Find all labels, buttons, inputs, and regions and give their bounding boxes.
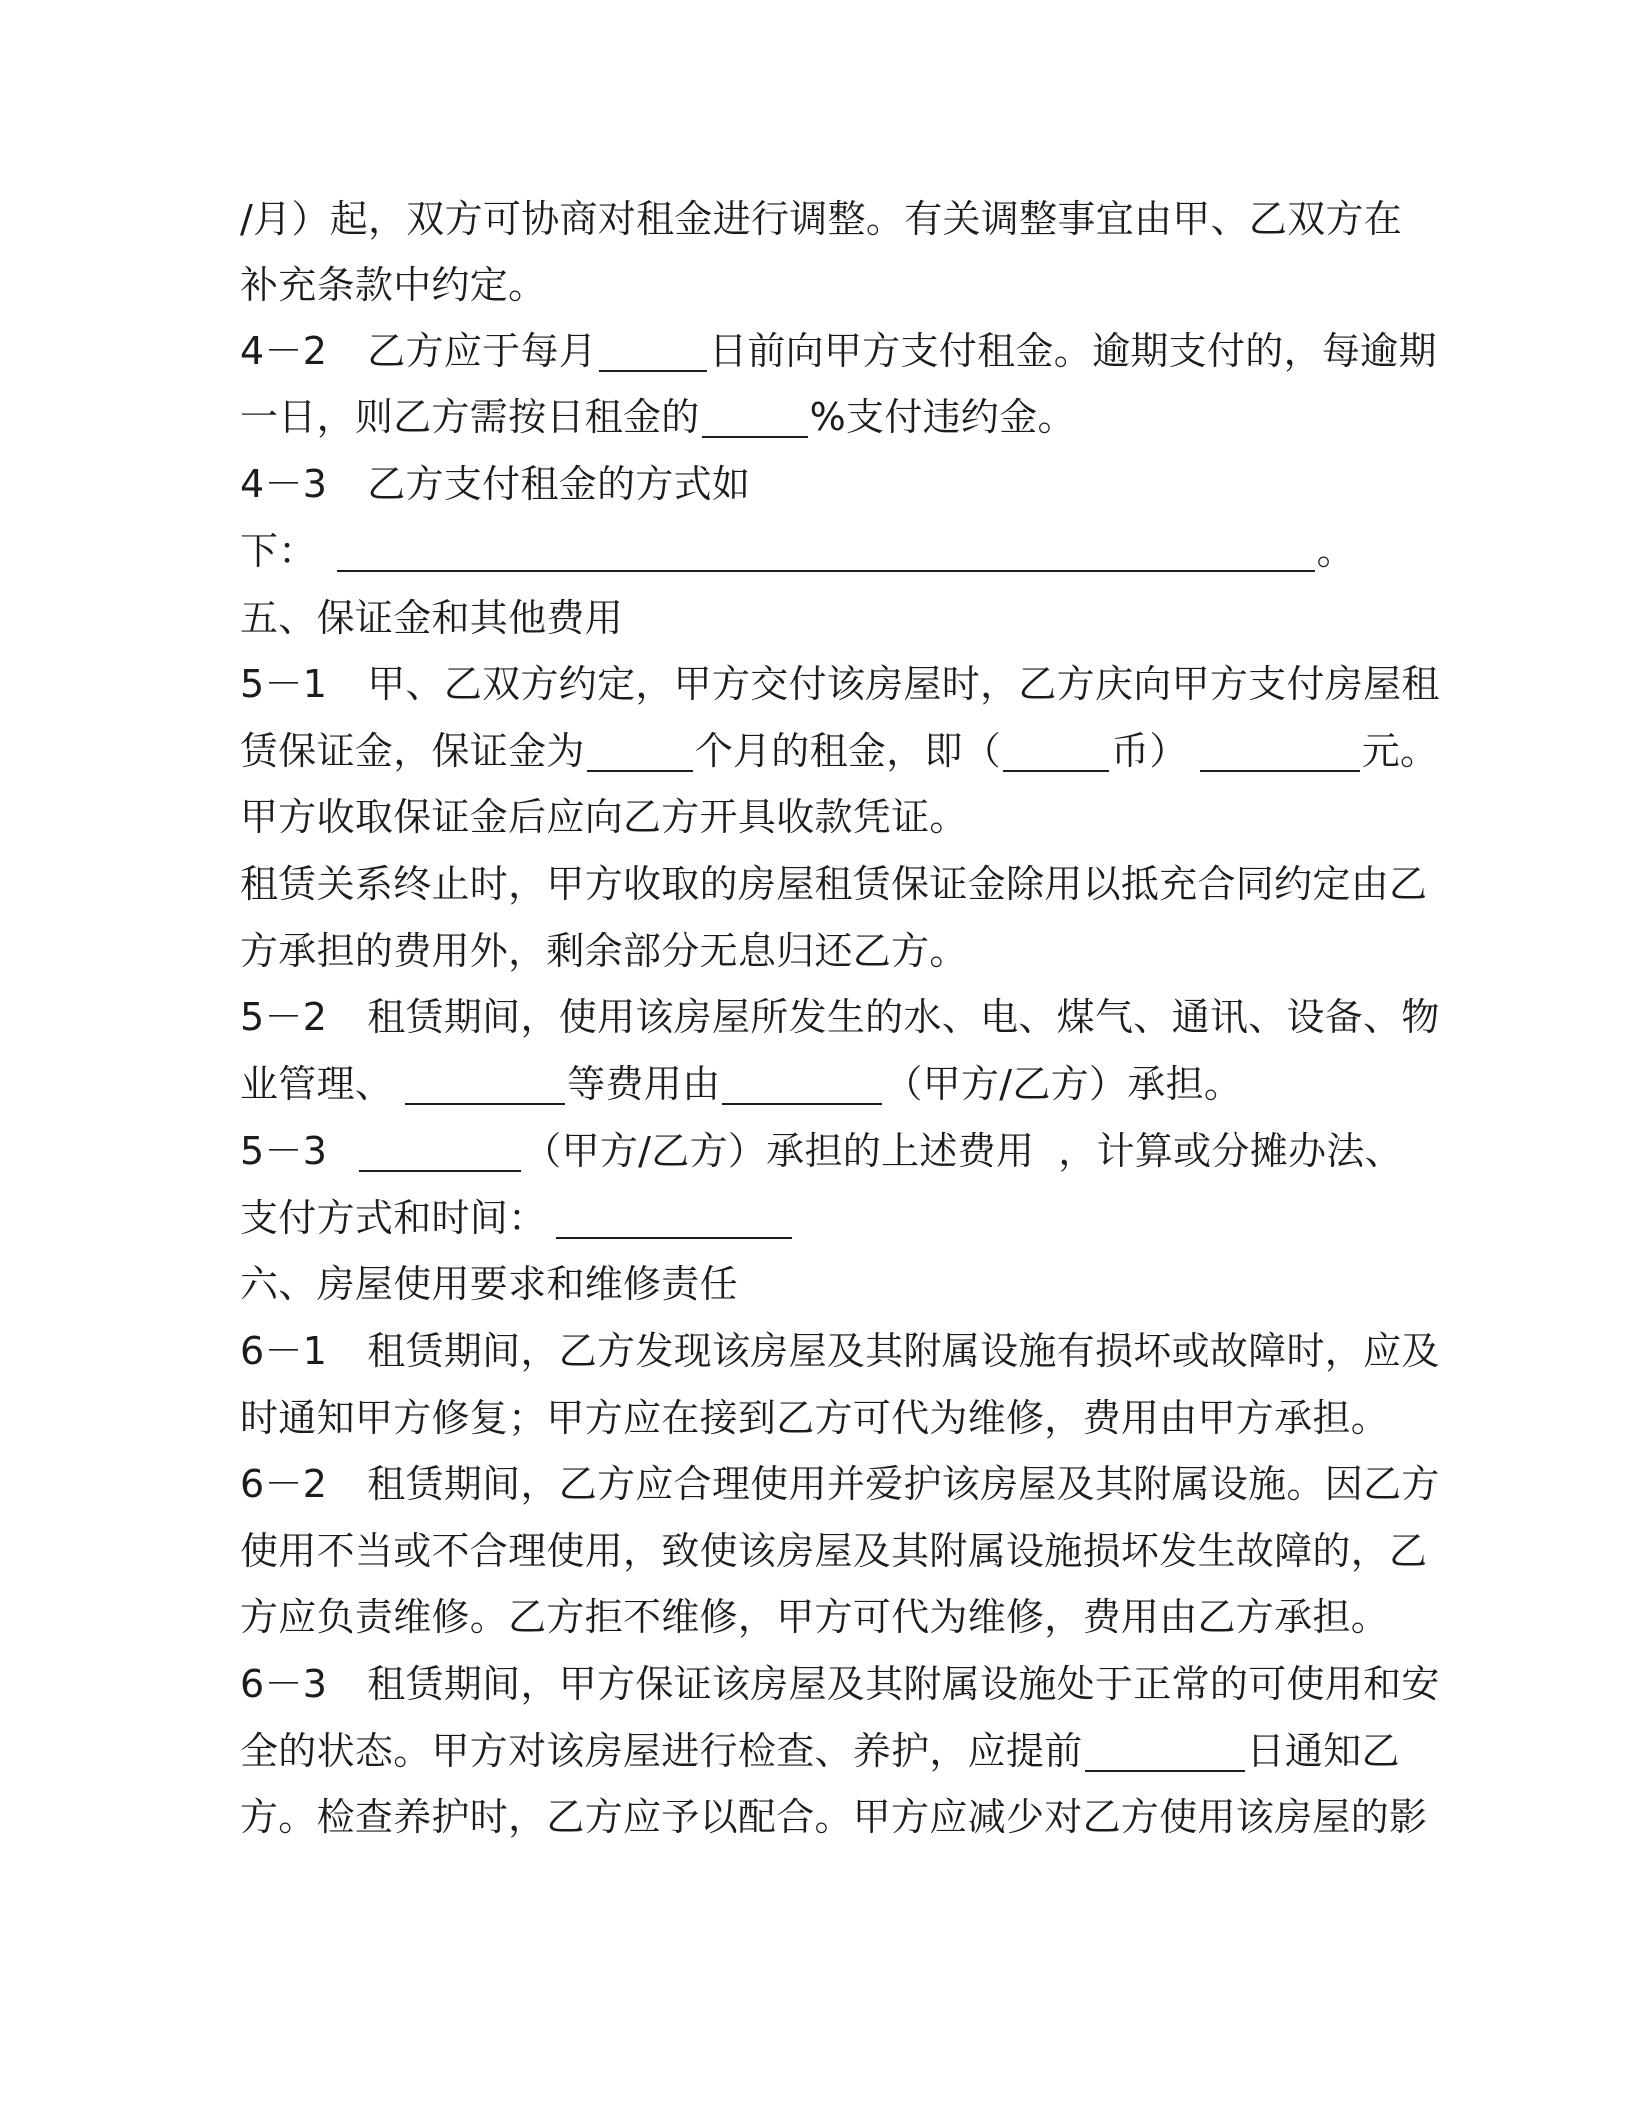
fill-blank-notice-days[interactable] xyxy=(1085,1730,1245,1772)
clause-number: 5－3 xyxy=(240,1129,328,1173)
section-heading-5 xyxy=(240,592,623,644)
text-segment: 方承担的费用外，剩余部分无息归还乙方。 xyxy=(240,929,968,973)
text-line xyxy=(240,1192,794,1244)
text-segment: 乙方支付租金的方式如 xyxy=(367,462,751,506)
text-segment: %支付违约金。 xyxy=(809,395,1076,439)
text-line xyxy=(240,858,1427,910)
text-segment: 使用不当或不合理使用，致使该房屋及其附属设施损坏发生故障的，乙 xyxy=(240,1529,1428,1573)
clause-number: 4－2 xyxy=(240,329,328,373)
text-segment: 租赁期间，乙方应合理使用并爱护该房屋及其附属设施。因乙方 xyxy=(367,1462,1440,1506)
text-segment: 时通知甲方修复；甲方应在接到乙方可代为维修，费用由甲方承担。 xyxy=(240,1396,1390,1440)
clause-5-3 xyxy=(240,1125,1403,1177)
fill-blank-penalty-rate[interactable] xyxy=(702,396,808,438)
text-segment: 乙方应于每月 xyxy=(367,329,598,373)
section-title: 五、保证金和其他费用 xyxy=(240,596,624,640)
clause-5-2 xyxy=(240,991,1440,1043)
text-segment: 甲方收取保证金后应向乙方开具收款凭证。 xyxy=(240,795,968,839)
text-segment: 甲、乙双方约定，甲方交付该房屋时，乙方庆向甲方支付房屋租 xyxy=(367,662,1440,706)
text-segment: 租赁期间，乙方发现该房屋及其附属设施有损坏或故障时，应及 xyxy=(367,1329,1440,1373)
text-segment: 方应负责维修。乙方拒不维修，甲方可代为维修，费用由乙方承担。 xyxy=(240,1595,1390,1639)
text-line xyxy=(240,1525,1427,1577)
fill-blank-deposit-amount[interactable] xyxy=(1200,730,1360,772)
fill-blank-currency[interactable] xyxy=(1003,730,1109,772)
text-line xyxy=(240,1791,1427,1843)
text-segment: 。 xyxy=(1316,529,1355,573)
clause-6-1 xyxy=(240,1325,1440,1377)
text-segment: （甲方/乙方）承担。 xyxy=(884,1062,1243,1106)
clause-number: 6－1 xyxy=(240,1329,328,1373)
text-segment: 方。检查养护时，乙方应予以配合。甲方应减少对乙方使用该房屋的影 xyxy=(240,1795,1428,1839)
text-line xyxy=(240,725,1438,777)
text-segment: /月）起，双方可协商对租金进行调整。有关调整事宜由甲、乙双方在 xyxy=(240,197,1403,241)
fill-blank-other-fees[interactable] xyxy=(405,1063,565,1105)
text-line xyxy=(240,259,546,311)
text-segment: 租赁关系终止时，甲方收取的房屋租赁保证金除用以抵充合同约定由乙 xyxy=(240,862,1428,906)
clause-4-3 xyxy=(240,458,750,510)
text-line xyxy=(240,791,968,843)
clause-5-1 xyxy=(240,658,1440,710)
text-segment: 下： xyxy=(240,529,317,573)
section-title: 六、房屋使用要求和维修责任 xyxy=(240,1262,738,1306)
text-segment: ，计算或分摊办法、 xyxy=(1058,1129,1403,1173)
clause-number: 4－3 xyxy=(240,462,328,506)
text-segment: 全的状态。甲方对该房屋进行检查、养护，应提前 xyxy=(240,1729,1083,1773)
text-line xyxy=(240,1725,1400,1777)
fill-blank-pay-day[interactable] xyxy=(599,330,707,372)
section-heading-6 xyxy=(240,1258,738,1310)
clause-number: 6－2 xyxy=(240,1462,328,1506)
text-segment: 日通知乙 xyxy=(1246,1729,1400,1773)
clause-number: 5－2 xyxy=(240,995,328,1039)
text-segment: 日前向甲方支付租金。逾期支付的，每逾期 xyxy=(709,329,1437,373)
text-line xyxy=(240,525,1355,577)
text-segment: 业管理、 xyxy=(240,1062,394,1106)
text-segment: 等费用由 xyxy=(567,1062,721,1106)
text-segment: 个月的租金，即（ xyxy=(694,729,1002,773)
text-segment: 一日，则乙方需按日租金的 xyxy=(240,395,700,439)
clause-number: 6－3 xyxy=(240,1662,328,1706)
text-line xyxy=(240,1591,1389,1643)
text-segment: 租赁期间，使用该房屋所发生的水、电、煤气、通讯、设备、物 xyxy=(367,995,1440,1039)
text-segment: 补充条款中约定。 xyxy=(240,263,547,307)
clause-number: 5－1 xyxy=(240,662,328,706)
fill-blank-payment-method[interactable] xyxy=(337,530,1315,572)
text-line xyxy=(240,1392,1389,1444)
fill-blank-deposit-months[interactable] xyxy=(587,730,693,772)
fill-blank-fee-bearer[interactable] xyxy=(359,1130,521,1172)
clause-4-2 xyxy=(240,325,1437,377)
text-line xyxy=(240,925,968,977)
text-segment: 赁保证金，保证金为 xyxy=(240,729,585,773)
fill-blank-payment-time[interactable] xyxy=(556,1197,792,1239)
text-segment: 支付方式和时间： xyxy=(240,1196,547,1240)
text-segment: 租赁期间，甲方保证该房屋及其附属设施处于正常的可使用和安 xyxy=(367,1662,1440,1706)
text-line xyxy=(240,391,1076,443)
text-line xyxy=(240,193,1402,245)
fill-blank-fee-payer[interactable] xyxy=(722,1063,882,1105)
clause-6-2 xyxy=(240,1458,1440,1510)
clause-6-3 xyxy=(240,1658,1440,1710)
text-segment: 元。 xyxy=(1361,729,1439,773)
text-line xyxy=(240,1058,1242,1110)
text-segment: 币） xyxy=(1111,729,1188,773)
text-segment: （甲方/乙方）承担的上述费用 xyxy=(523,1129,1035,1173)
